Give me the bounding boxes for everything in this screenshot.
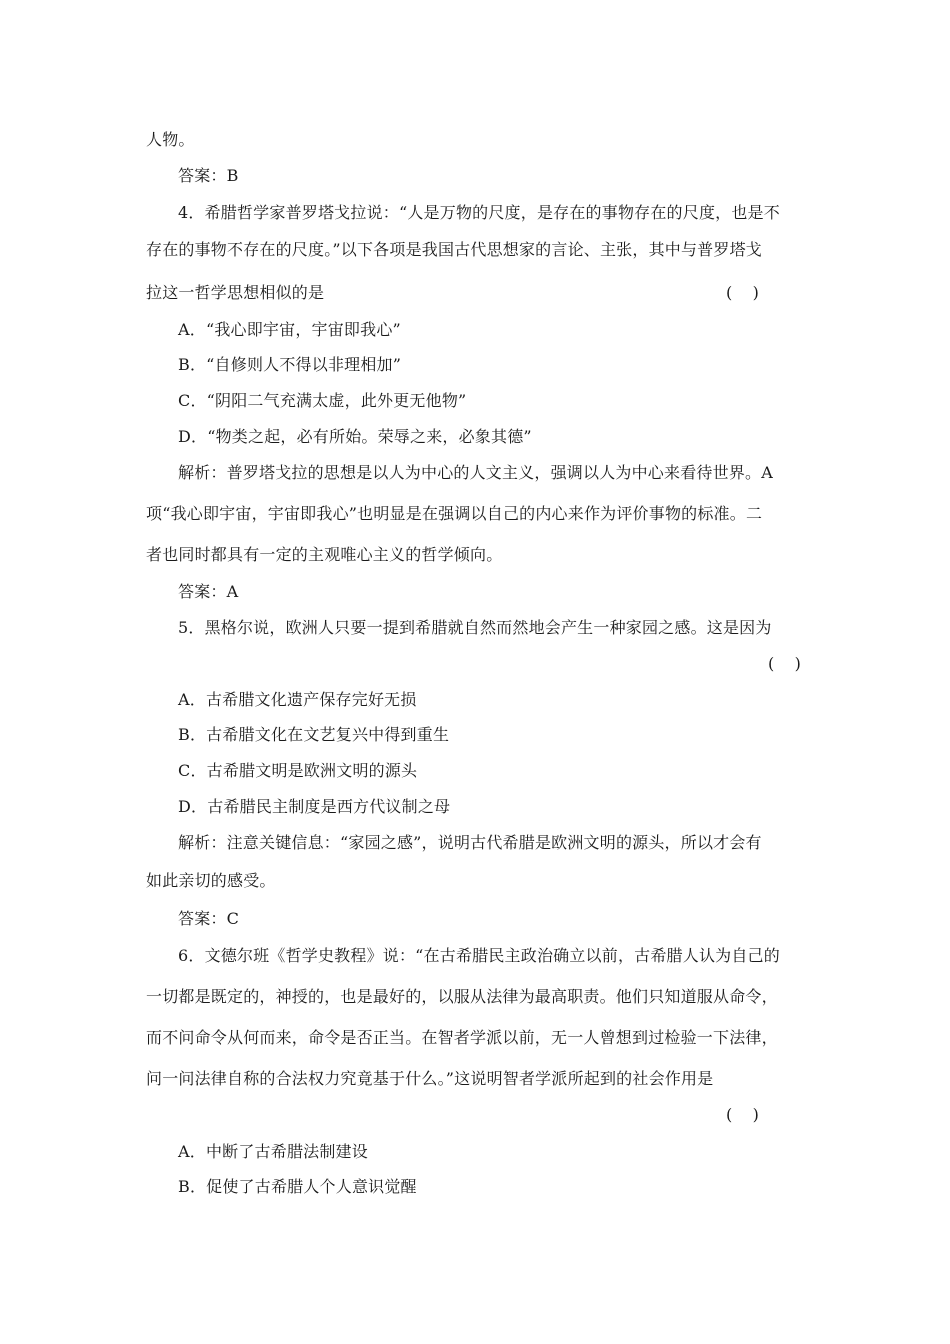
q3-answer: 答案：B (178, 166, 239, 185)
q4-option-d: D．“物类之起，必有所始。荣辱之来，必象其德” (178, 427, 532, 446)
q6-stem-line-4: 问一问法律自称的合法权力究竟基于什么。”这说明智者学派所起到的社会作用是 (146, 1069, 714, 1088)
q4-option-c: C．“阴阳二气充满太虚，此外更无他物” (178, 391, 467, 410)
q5-option-b: B．古希腊文化在文艺复兴中得到重生 (178, 725, 450, 744)
q6-option-b: B．促使了古希腊人个人意识觉醒 (178, 1177, 417, 1196)
q3-tail: 人物。 (146, 130, 195, 149)
q5-stem: 5．黑格尔说，欧洲人只要一提到希腊就自然而然地会产生一种家园之感。这是因为 (178, 618, 772, 637)
q5-option-c: C．古希腊文明是欧洲文明的源头 (178, 761, 418, 780)
q4-option-a: A．“我心即宇宙，宇宙即我心” (178, 320, 401, 339)
q5-option-a: A．古希腊文化遗产保存完好无损 (178, 690, 417, 709)
q5-answer: 答案：C (178, 909, 240, 928)
q6-stem-line-3: 而不问命令从何而来，命令是否正当。在智者学派以前，无一人曾想到过检验一下法律， (146, 1028, 778, 1047)
q4-stem-line-1: 4．希腊哲学家普罗塔戈拉说：“人是万物的尺度，是存在的事物存在的尺度，也是不 (178, 203, 780, 222)
q4-analysis-line-1: 解析：普罗塔戈拉的思想是以人为中心的人文主义，强调以人为中心来看待世界。A (178, 463, 773, 482)
q4-stem-line-3: 拉这一哲学思想相似的是 (146, 283, 325, 302)
q6-option-a: A．中断了古希腊法制建设 (178, 1142, 368, 1161)
q5-analysis-line-1: 解析：注意关键信息：“家园之感”，说明古代希腊是欧洲文明的源头，所以才会有 (178, 833, 762, 852)
q4-answer: 答案：A (178, 582, 239, 601)
q6-stem-line-2: 一切都是既定的，神授的，也是最好的，以服从法律为最高职责。他们只知道服从命令， (146, 987, 778, 1006)
q5-answer-paren: ( ) (768, 654, 801, 673)
q6-answer-paren: ( ) (726, 1105, 759, 1124)
q4-option-b: B．“自修则人不得以非理相加” (178, 355, 402, 374)
q6-stem-line-1: 6．文德尔班《哲学史教程》说：“在古希腊民主政治确立以前，古希腊人认为自己的 (178, 946, 780, 965)
q4-stem-line-2: 存在的事物不存在的尺度。”以下各项是我国古代思想家的言论、主张，其中与普罗塔戈 (146, 240, 762, 259)
q4-analysis-line-3: 者也同时都具有一定的主观唯心主义的哲学倾向。 (146, 545, 503, 564)
q4-analysis-line-2: 项“我心即宇宙，宇宙即我心”也明显是在强调以自己的内心来作为评价事物的标准。二 (146, 504, 763, 523)
q5-option-d: D．古希腊民主制度是西方代议制之母 (178, 797, 451, 816)
q5-analysis-line-2: 如此亲切的感受。 (146, 871, 276, 890)
q4-answer-paren: ( ) (726, 283, 759, 302)
